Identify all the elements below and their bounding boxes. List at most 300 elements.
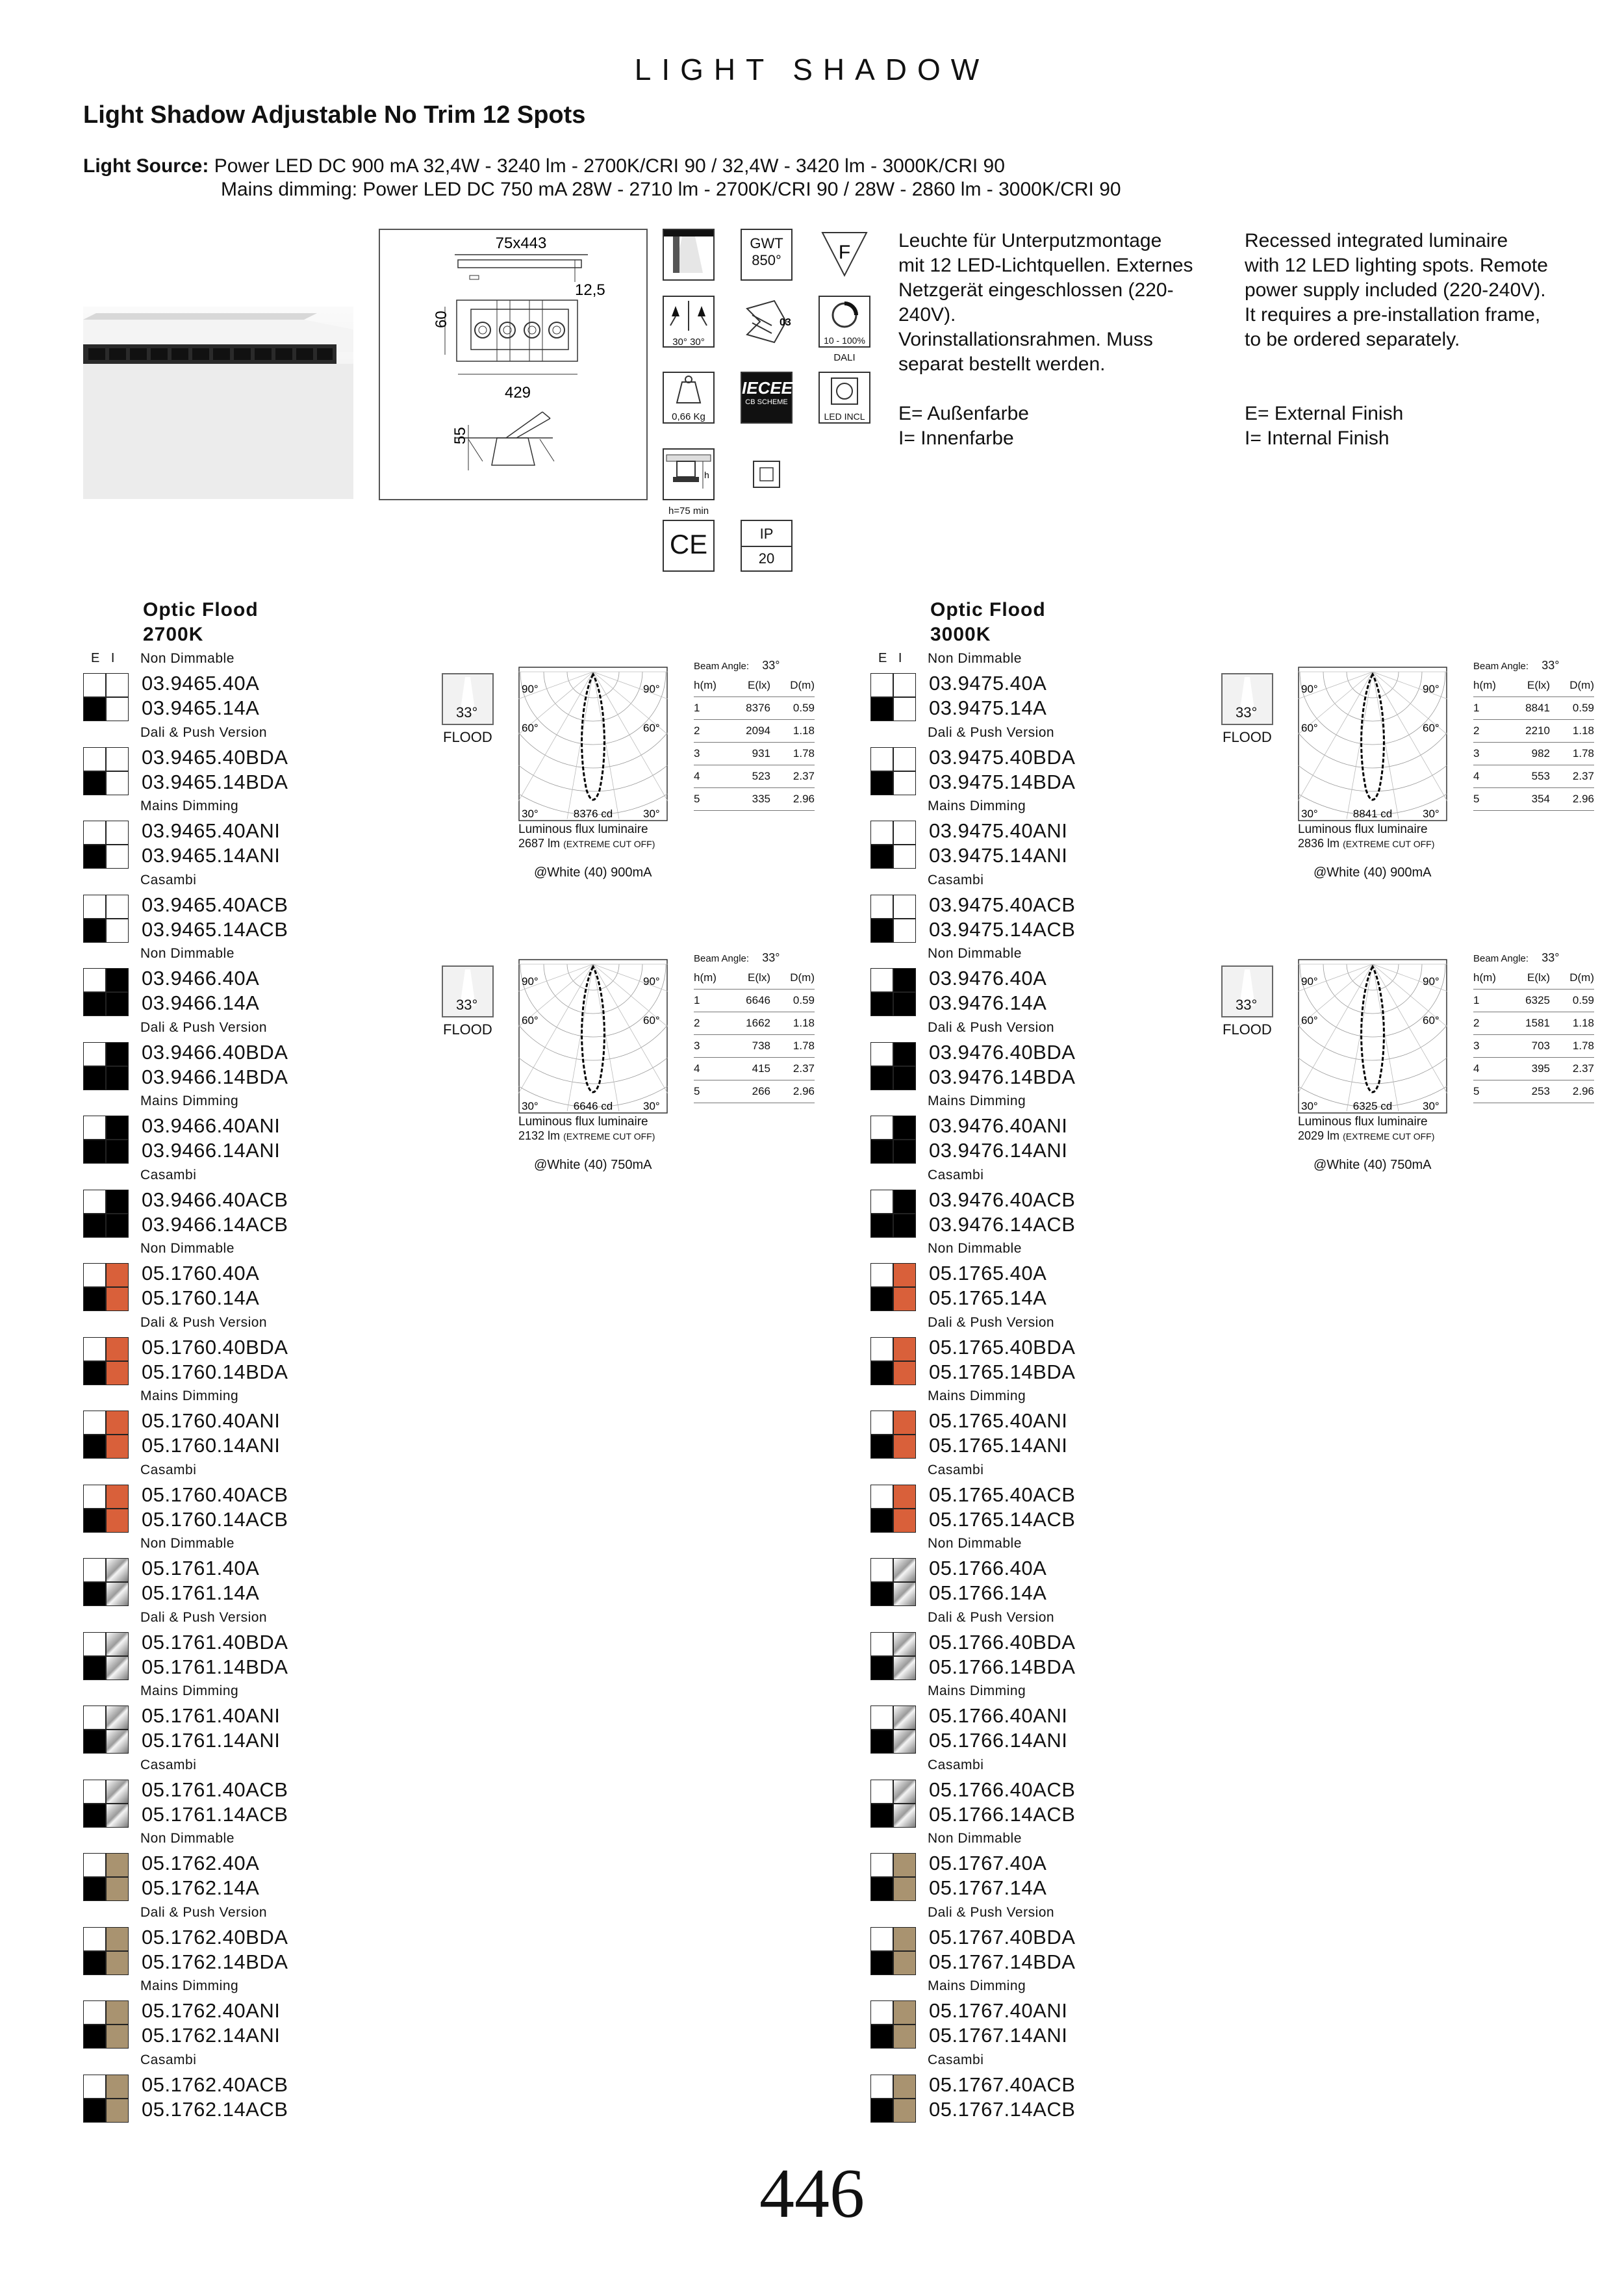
product-code: 05.1761.14A [142, 1581, 260, 1604]
finish-swatch [870, 747, 916, 795]
table-cell: 3 [694, 1040, 700, 1052]
finish-swatch [83, 1927, 129, 1975]
ip-rating-icon [741, 520, 793, 572]
table-cell: 2 [1473, 724, 1480, 737]
finish-swatch [83, 895, 129, 943]
luminous-flux-value: 2029 lm [1298, 1129, 1340, 1142]
table-cell: 1.78 [1572, 747, 1594, 760]
finish-square [83, 2075, 106, 2099]
svg-text:h: h [704, 470, 709, 480]
finish-square [893, 2099, 916, 2123]
table-cell: 2.37 [793, 1062, 815, 1075]
finish-square [83, 1411, 106, 1435]
product-code: 05.1760.40ANI [142, 1409, 281, 1432]
polar-angle-90: 90° [522, 683, 539, 695]
finish-de-external: E= Außenfarbe [898, 403, 1029, 424]
finish-square [83, 2025, 106, 2049]
finish-square [870, 821, 893, 845]
product-code: 05.1761.14ACB [142, 1802, 288, 1826]
variant-label: Non Dimmable [140, 946, 235, 961]
table-row [1473, 743, 1594, 765]
square-shape-icon [741, 448, 793, 500]
finish-square [83, 1287, 106, 1311]
finish-square [83, 895, 106, 919]
finish-square [870, 2075, 893, 2099]
table-cell: 6325 [1525, 994, 1550, 1006]
ce-mark-icon [663, 520, 715, 572]
table-cell: 5 [1473, 1085, 1480, 1097]
table-header-cell: D(m) [790, 679, 815, 691]
product-code: 03.9476.40A [929, 967, 1047, 990]
variant-label: Dali & Push Version [928, 724, 1055, 740]
product-code: 05.1766.14ANI [929, 1729, 1068, 1752]
finish-square [83, 1485, 106, 1509]
finish-en-external: E= External Finish [1245, 403, 1404, 424]
ip-label: IP [742, 521, 791, 547]
variant-label: Mains Dimming [928, 1978, 1026, 1993]
description-en-line: with 12 LED lighting spots. Remote [1245, 255, 1548, 276]
table-header-cell: E(lx) [1527, 971, 1550, 984]
finish-square [106, 1116, 129, 1140]
table-row [694, 1080, 815, 1103]
beam-angle-badge: 33° [1236, 997, 1258, 1013]
luminous-flux-label: Luminous flux luminaire [1298, 823, 1428, 836]
table-cell: 2.96 [1572, 1085, 1594, 1097]
beam-angle-badge: 33° [456, 997, 478, 1013]
product-code: 05.1767.14ACB [929, 2097, 1076, 2121]
product-code: 05.1762.40ANI [142, 1999, 281, 2022]
table-cell: 4 [694, 770, 700, 782]
table-row [1473, 720, 1594, 743]
finish-square [870, 1361, 893, 1385]
finish-square [106, 1411, 129, 1435]
variant-label: Non Dimmable [140, 1241, 235, 1256]
finish-square [870, 1706, 893, 1730]
product-code: 03.9476.40ANI [929, 1114, 1068, 1137]
product-code: 05.1766.14ACB [929, 1802, 1076, 1826]
description-de-line: mit 12 LED-Lichtquellen. Externes [898, 255, 1193, 276]
beam-angle-header [694, 659, 780, 672]
description-en-line: power supply included (220-240V). [1245, 279, 1546, 301]
finish-square [893, 1951, 916, 1975]
dim-top-label: 75x443 [495, 235, 547, 252]
table-cell: 4 [1473, 1062, 1480, 1075]
variant-label: Non Dimmable [928, 1831, 1022, 1846]
finish-square [893, 1780, 916, 1804]
lamp-shape-icon [663, 229, 715, 281]
illuminance-table-header [1473, 674, 1594, 697]
description-en-line: It requires a pre-installation frame, [1245, 304, 1541, 326]
illuminance-table [1473, 674, 1594, 811]
polar-angle-60: 60° [1301, 722, 1318, 734]
finish-square [83, 1435, 106, 1459]
finish-square [893, 747, 916, 771]
ce-label: CE [669, 529, 708, 559]
finish-square [870, 1116, 893, 1140]
table-header-cell: D(m) [1569, 679, 1594, 691]
table-row [1473, 788, 1594, 811]
polar-diagram [1298, 667, 1447, 823]
finish-square [893, 1337, 916, 1361]
product-code: 05.1760.14ANI [142, 1434, 281, 1457]
polar-angle-30: 30° [522, 808, 539, 820]
finish-en-internal: I= Internal Finish [1245, 428, 1389, 449]
finish-square [870, 1411, 893, 1435]
table-cell: 415 [752, 1062, 770, 1075]
variant-label: Casambi [928, 1462, 984, 1477]
gwt-icon [741, 229, 793, 281]
finish-square [106, 2025, 129, 2049]
luminous-flux-line [1298, 1129, 1434, 1143]
table-header-cell: h(m) [1473, 971, 1496, 984]
product-code: 05.1760.40A [142, 1262, 260, 1284]
finish-square [106, 1361, 129, 1385]
table-cell: 1 [1473, 994, 1480, 1006]
finish-swatch [870, 1042, 916, 1090]
table-cell: 523 [752, 770, 770, 782]
table-row [694, 1035, 815, 1058]
finish-square [893, 1927, 916, 1951]
table-cell: 395 [1531, 1062, 1550, 1075]
finish-square [83, 1853, 106, 1877]
finish-swatch [870, 1927, 916, 1975]
product-code: 05.1762.14A [142, 1876, 260, 1899]
table-cell: 3 [1473, 747, 1480, 760]
polar-angle-30: 30° [1301, 1100, 1318, 1112]
finish-square [83, 1780, 106, 1804]
finish-square [106, 697, 129, 721]
finish-square [893, 1140, 916, 1164]
product-code: 05.1761.40BDA [142, 1630, 288, 1654]
finish-swatch [83, 1411, 129, 1459]
h-min-caption: h=75 min [668, 505, 709, 517]
variant-label: Casambi [140, 1462, 197, 1477]
product-code: 03.9465.40ANI [142, 819, 281, 842]
finish-square [83, 1927, 106, 1951]
finish-square [83, 1042, 106, 1066]
cut-off-note: (EXTREME CUT OFF) [1343, 839, 1435, 849]
finish-square [870, 1853, 893, 1877]
product-code: 03.9476.40ACB [929, 1188, 1076, 1211]
table-cell: 931 [752, 747, 770, 760]
variant-label: Non Dimmable [928, 1241, 1022, 1256]
finish-square [893, 771, 916, 795]
finish-swatch [83, 968, 129, 1016]
illuminance-table [694, 674, 815, 811]
finish-square [106, 1140, 129, 1164]
finish-square [106, 1066, 129, 1090]
energy-class-icon [741, 296, 793, 348]
finish-square [870, 1190, 893, 1214]
finish-square [893, 845, 916, 869]
product-code: 03.9466.14ANI [142, 1139, 281, 1162]
product-code: 05.1761.40ACB [142, 1778, 288, 1801]
finish-square [83, 697, 106, 721]
table-cell: 0.59 [793, 702, 815, 714]
finish-square [870, 771, 893, 795]
finish-square [893, 1804, 916, 1828]
tilt-angle-icon [663, 296, 715, 348]
polar-angle-30: 30° [643, 808, 660, 820]
product-code: 05.1762.40BDA [142, 1925, 288, 1948]
finish-square [83, 1116, 106, 1140]
finish-square [83, 2000, 106, 2025]
finish-square [893, 1558, 916, 1582]
finish-swatch [83, 1337, 129, 1385]
table-cell: 1.18 [1572, 1017, 1594, 1029]
finish-square [893, 1042, 916, 1066]
product-code: 05.1766.40ANI [929, 1704, 1068, 1727]
table-cell: 2.37 [793, 770, 815, 782]
iecee-icon [741, 372, 793, 424]
finish-square [106, 771, 129, 795]
table-header-cell: D(m) [1569, 971, 1594, 984]
finish-square [870, 747, 893, 771]
led-included-icon [818, 372, 870, 424]
polar-angle-90: 90° [1301, 975, 1318, 988]
flood-label: FLOOD [1223, 729, 1272, 745]
finish-square [893, 1730, 916, 1754]
finish-square [893, 1361, 916, 1385]
candela-label: 6646 cd [573, 1100, 613, 1112]
product-code: 03.9475.14BDA [929, 770, 1076, 793]
luminous-flux-line [518, 837, 655, 850]
beam-angle-label: Beam Angle: [1473, 661, 1529, 672]
description-de-line: Leuchte für Unterputzmontage [898, 230, 1162, 251]
beam-angle-value: 33° [762, 951, 780, 964]
table-row [694, 788, 815, 811]
table-cell: 354 [1531, 793, 1550, 805]
beam-angle-header [1473, 659, 1559, 672]
product-code: 03.9475.14A [929, 696, 1047, 719]
finish-square [83, 1951, 106, 1975]
finish-square [893, 1066, 916, 1090]
product-photo [83, 307, 353, 499]
finish-square [83, 821, 106, 845]
variant-label: Dali & Push Version [140, 1019, 268, 1035]
finish-square [106, 1435, 129, 1459]
product-code: 05.1760.40BDA [142, 1335, 288, 1359]
finish-square [870, 895, 893, 919]
finish-square [870, 919, 893, 943]
finish-swatch [83, 747, 129, 795]
finish-square [106, 1877, 129, 1901]
finish-square [106, 1582, 129, 1606]
finish-square [893, 1582, 916, 1606]
polar-angle-60: 60° [643, 1014, 660, 1027]
optic-heading: Optic Flood [143, 599, 259, 620]
finish-square [870, 968, 893, 992]
table-cell: 0.59 [1572, 702, 1594, 714]
finish-square [106, 1780, 129, 1804]
product-code: 03.9475.14ACB [929, 917, 1076, 941]
table-cell: 1.78 [1572, 1040, 1594, 1052]
finish-square [893, 992, 916, 1016]
finish-square [106, 1951, 129, 1975]
polar-angle-30: 30° [1423, 808, 1440, 820]
beam-angle-value: 33° [1542, 659, 1560, 672]
product-code: 05.1767.40A [929, 1852, 1047, 1874]
finish-square [870, 2025, 893, 2049]
finish-square [83, 1214, 106, 1238]
variant-label: Casambi [928, 2052, 984, 2067]
finish-square [870, 1927, 893, 1951]
variant-label: Mains Dimming [928, 1093, 1026, 1108]
product-code: 05.1765.40ACB [929, 1483, 1076, 1506]
finish-square [870, 1804, 893, 1828]
finish-square [83, 2099, 106, 2123]
finish-swatch [870, 821, 916, 869]
finish-swatch [83, 1190, 129, 1238]
finish-square [106, 747, 129, 771]
polar-angle-60: 60° [522, 1014, 539, 1027]
finish-swatch [870, 2075, 916, 2123]
finish-square [870, 697, 893, 721]
table-row [694, 720, 815, 743]
product-photo-illustration [83, 307, 353, 499]
finish-square [893, 1706, 916, 1730]
polar-angle-90: 90° [1423, 975, 1440, 988]
finish-square [83, 747, 106, 771]
polar-angle-30: 30° [1423, 1100, 1440, 1112]
product-code: 05.1767.14A [929, 1876, 1047, 1899]
table-cell: 1581 [1525, 1017, 1550, 1029]
table-cell: 1.18 [793, 1017, 815, 1029]
product-code: 03.9476.14ANI [929, 1139, 1068, 1162]
description-en-line: Recessed integrated luminaire [1245, 230, 1508, 251]
finish-square [870, 1214, 893, 1238]
illuminance-table [694, 967, 815, 1103]
variant-label: Dali & Push Version [928, 1019, 1055, 1035]
finish-square [893, 2075, 916, 2099]
polar-angle-90: 90° [522, 975, 539, 988]
light-source-line1: Power LED DC 900 mA 32,4W - 3240 lm - 2700K/CRI 90 / 32,4W - 3420 lm - 3000K/CRI 90 [214, 155, 1005, 177]
dali-caption: DALI [833, 352, 856, 363]
product-code: 05.1765.14ANI [929, 1434, 1068, 1457]
finish-square [83, 1509, 106, 1533]
light-source-label: Light Source: [83, 155, 209, 177]
description-en [1245, 229, 1548, 451]
finish-square [106, 968, 129, 992]
product-code: 03.9466.14ACB [142, 1212, 288, 1236]
product-code: 05.1761.14ANI [142, 1729, 281, 1752]
brand-title: LIGHT SHADOW [634, 53, 990, 86]
finish-square [83, 1337, 106, 1361]
table-cell: 2210 [1525, 724, 1550, 737]
table-cell: 8376 [746, 702, 770, 714]
table-row [1473, 1012, 1594, 1035]
polar-diagram [518, 667, 668, 823]
finish-square [870, 1582, 893, 1606]
finish-square [893, 2000, 916, 2025]
finish-square [870, 2099, 893, 2123]
finish-square [83, 1656, 106, 1680]
table-header-cell: E(lx) [1527, 679, 1550, 691]
finish-swatch [870, 1116, 916, 1164]
description-de-line: Netzgerät eingeschlossen (220- [898, 279, 1174, 301]
table-cell: 2094 [746, 724, 770, 737]
table-cell: 703 [1531, 1040, 1550, 1052]
finish-de-internal: I= Innenfarbe [898, 428, 1014, 449]
luminous-flux-label: Luminous flux luminaire [518, 1115, 648, 1129]
product-code: 05.1762.14ANI [142, 2024, 281, 2047]
light-source [83, 155, 1121, 201]
finish-square [870, 1951, 893, 1975]
table-cell: 1 [694, 994, 700, 1006]
product-code: 03.9465.40A [142, 672, 260, 695]
candela-label: 8841 cd [1352, 808, 1393, 820]
product-code: 05.1765.40A [929, 1262, 1047, 1284]
finish-square [870, 673, 893, 697]
product-code: 03.9466.40ANI [142, 1114, 281, 1137]
product-code: 05.1765.14A [929, 1286, 1047, 1309]
variant-label: Mains Dimming [928, 798, 1026, 813]
led-included-label: LED INCL [824, 411, 865, 422]
weight-value: 0,66 Kg [672, 411, 705, 422]
finish-square [83, 1361, 106, 1385]
table-cell: 2 [694, 724, 700, 737]
beam-angle-badge: 33° [1236, 704, 1258, 721]
finish-square [106, 895, 129, 919]
table-header-cell: E(lx) [748, 679, 770, 691]
finish-swatch [83, 1116, 129, 1164]
finish-square [83, 771, 106, 795]
finish-swatch [83, 2000, 129, 2049]
table-cell: 5 [694, 793, 700, 805]
finish-square [893, 1485, 916, 1509]
table-row [1473, 1080, 1594, 1103]
cct-heading: 3000K [930, 624, 991, 645]
table-cell: 2.96 [793, 793, 815, 805]
finish-swatch [870, 895, 916, 943]
table-cell: 335 [752, 793, 770, 805]
cut-off-note: (EXTREME CUT OFF) [563, 1131, 655, 1142]
product-code: 03.9475.40ANI [929, 819, 1068, 842]
finish-swatch [83, 1263, 129, 1311]
variant-label: Mains Dimming [140, 1093, 239, 1108]
finish-square [83, 1066, 106, 1090]
f-mark-icon [818, 229, 870, 281]
table-header-cell: h(m) [694, 971, 717, 984]
finish-square [106, 1485, 129, 1509]
variant-label: Mains Dimming [140, 1683, 239, 1698]
product-code: 05.1761.40ANI [142, 1704, 281, 1727]
product-code: 05.1766.14BDA [929, 1655, 1076, 1678]
finish-square [83, 845, 106, 869]
finish-square [893, 895, 916, 919]
product-code: 03.9476.40BDA [929, 1040, 1076, 1064]
product-code: 05.1760.14A [142, 1286, 260, 1309]
product-code: 05.1766.40A [929, 1557, 1047, 1579]
finish-square [893, 1632, 916, 1656]
table-cell: 6646 [746, 994, 770, 1006]
finish-square [870, 1066, 893, 1090]
page-number: 446 [759, 2155, 865, 2232]
luminous-flux-line [1298, 837, 1434, 850]
finish-square [893, 1853, 916, 1877]
polar-angle-60: 60° [1423, 1014, 1440, 1027]
finish-square [870, 1485, 893, 1509]
weight-icon [663, 372, 715, 424]
product-code: 05.1765.14BDA [929, 1360, 1076, 1383]
product-code: 03.9466.40BDA [142, 1040, 288, 1064]
finish-square [870, 1558, 893, 1582]
finish-square [893, 1656, 916, 1680]
ext-int-legend: E I [91, 651, 119, 665]
table-cell: 1 [694, 702, 700, 714]
finish-square [83, 1190, 106, 1214]
variant-label: Casambi [928, 872, 984, 888]
